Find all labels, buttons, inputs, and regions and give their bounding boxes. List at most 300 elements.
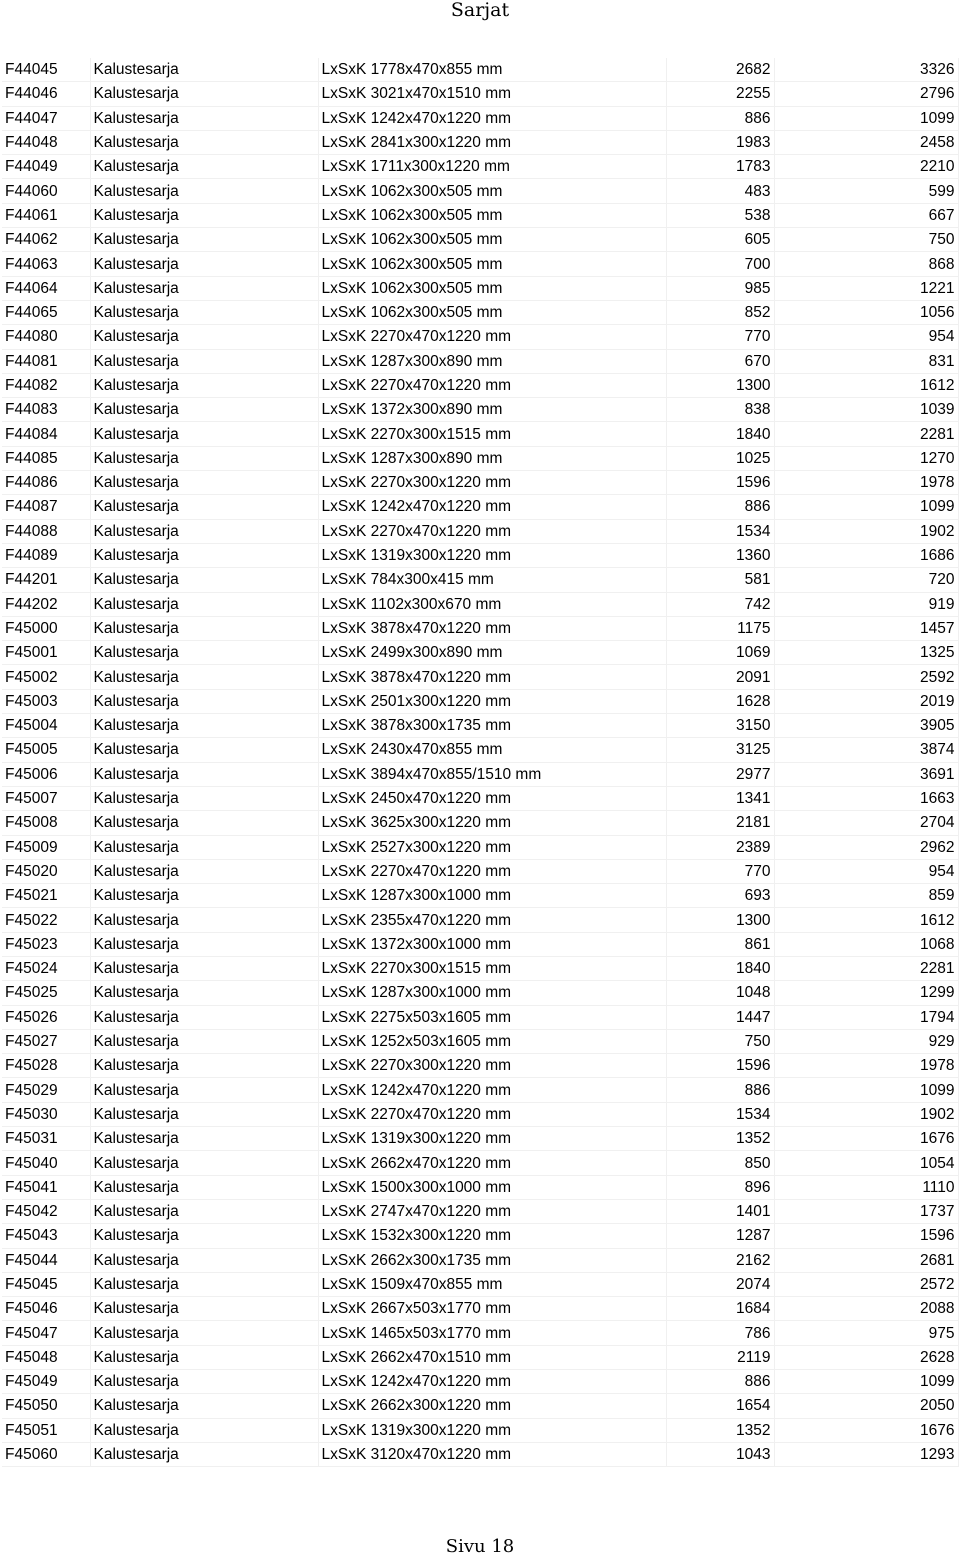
product-code-cell: F45000 — [2, 616, 90, 640]
price-incl-vat-cell: 3691 — [774, 762, 958, 786]
price-excl-vat-cell: 1534 — [666, 519, 774, 543]
product-table — [2, 58, 959, 1467]
product-dimensions-cell: LxSxK 1062x300x505 mm — [318, 300, 666, 324]
product-code-cell: F45028 — [2, 1054, 90, 1078]
product-dimensions-cell: LxSxK 1372x300x890 mm — [318, 398, 666, 422]
price-incl-vat-cell: 831 — [774, 349, 958, 373]
product-dimensions-cell: LxSxK 1711x300x1220 mm — [318, 155, 666, 179]
price-incl-vat-cell: 599 — [774, 179, 958, 203]
table-row — [2, 373, 958, 397]
product-name-cell: Kalustesarja — [90, 325, 318, 349]
table-row — [2, 106, 958, 130]
table-row — [2, 762, 958, 786]
table-row — [2, 300, 958, 324]
product-dimensions-cell: LxSxK 3021x470x1510 mm — [318, 82, 666, 106]
price-incl-vat-cell: 1978 — [774, 471, 958, 495]
product-dimensions-cell: LxSxK 2662x300x1220 mm — [318, 1394, 666, 1418]
product-name-cell: Kalustesarja — [90, 956, 318, 980]
product-dimensions-cell: LxSxK 1287x300x1000 mm — [318, 981, 666, 1005]
product-code-cell: F45008 — [2, 811, 90, 835]
product-name-cell: Kalustesarja — [90, 252, 318, 276]
product-name-cell: Kalustesarja — [90, 1151, 318, 1175]
price-incl-vat-cell: 750 — [774, 228, 958, 252]
price-excl-vat-cell: 1048 — [666, 981, 774, 1005]
table-row — [2, 908, 958, 932]
product-code-cell: F45031 — [2, 1127, 90, 1151]
table-row — [2, 398, 958, 422]
product-code-cell: F44060 — [2, 179, 90, 203]
product-code-cell: F45002 — [2, 665, 90, 689]
table-row — [2, 1078, 958, 1102]
table-row — [2, 325, 958, 349]
product-name-cell: Kalustesarja — [90, 689, 318, 713]
product-code-cell: F45043 — [2, 1224, 90, 1248]
price-incl-vat-cell: 919 — [774, 592, 958, 616]
price-excl-vat-cell: 852 — [666, 300, 774, 324]
product-name-cell: Kalustesarja — [90, 1272, 318, 1296]
product-name-cell: Kalustesarja — [90, 130, 318, 154]
product-dimensions-cell: LxSxK 2527x300x1220 mm — [318, 835, 666, 859]
product-code-cell: F45005 — [2, 738, 90, 762]
price-incl-vat-cell: 1099 — [774, 495, 958, 519]
product-dimensions-cell: LxSxK 1242x470x1220 mm — [318, 495, 666, 519]
product-name-cell: Kalustesarja — [90, 1199, 318, 1223]
product-name-cell: Kalustesarja — [90, 228, 318, 252]
product-dimensions-cell: LxSxK 1062x300x505 mm — [318, 228, 666, 252]
product-dimensions-cell: LxSxK 1465x503x1770 mm — [318, 1321, 666, 1345]
product-name-cell: Kalustesarja — [90, 276, 318, 300]
product-dimensions-cell: LxSxK 1372x300x1000 mm — [318, 932, 666, 956]
product-dimensions-cell: LxSxK 1319x300x1220 mm — [318, 1418, 666, 1442]
table-row — [2, 835, 958, 859]
price-excl-vat-cell: 2091 — [666, 665, 774, 689]
product-code-cell: F44063 — [2, 252, 90, 276]
table-row — [2, 179, 958, 203]
price-incl-vat-cell: 1612 — [774, 908, 958, 932]
product-code-cell: F44065 — [2, 300, 90, 324]
product-name-cell: Kalustesarja — [90, 519, 318, 543]
page-number: Sivu 18 — [445, 1536, 515, 1557]
table-row — [2, 811, 958, 835]
product-dimensions-cell: LxSxK 1242x470x1220 mm — [318, 106, 666, 130]
table-row — [2, 58, 958, 82]
table-row — [2, 981, 958, 1005]
product-name-cell: Kalustesarja — [90, 859, 318, 883]
product-code-cell: F44047 — [2, 106, 90, 130]
product-name-cell: Kalustesarja — [90, 908, 318, 932]
price-incl-vat-cell: 1293 — [774, 1442, 958, 1466]
product-name-cell: Kalustesarja — [90, 1248, 318, 1272]
product-dimensions-cell: LxSxK 1062x300x505 mm — [318, 276, 666, 300]
price-incl-vat-cell: 2592 — [774, 665, 958, 689]
price-excl-vat-cell: 786 — [666, 1321, 774, 1345]
product-code-cell: F45003 — [2, 689, 90, 713]
table-row — [2, 1321, 958, 1345]
product-code-cell: F44064 — [2, 276, 90, 300]
price-excl-vat-cell: 886 — [666, 495, 774, 519]
product-code-cell: F44089 — [2, 543, 90, 567]
price-excl-vat-cell: 483 — [666, 179, 774, 203]
table-row — [2, 446, 958, 470]
price-incl-vat-cell: 859 — [774, 884, 958, 908]
price-excl-vat-cell: 750 — [666, 1029, 774, 1053]
price-excl-vat-cell: 742 — [666, 592, 774, 616]
table-row — [2, 203, 958, 227]
price-excl-vat-cell: 605 — [666, 228, 774, 252]
product-code-cell: F44049 — [2, 155, 90, 179]
product-name-cell: Kalustesarja — [90, 398, 318, 422]
table-row — [2, 252, 958, 276]
price-incl-vat-cell: 1221 — [774, 276, 958, 300]
table-row — [2, 738, 958, 762]
product-dimensions-cell: LxSxK 1509x470x855 mm — [318, 1272, 666, 1296]
price-excl-vat-cell: 896 — [666, 1175, 774, 1199]
product-code-cell: F45026 — [2, 1005, 90, 1029]
price-incl-vat-cell: 3326 — [774, 58, 958, 82]
product-name-cell: Kalustesarja — [90, 1224, 318, 1248]
product-dimensions-cell: LxSxK 1287x300x890 mm — [318, 349, 666, 373]
product-dimensions-cell: LxSxK 1062x300x505 mm — [318, 179, 666, 203]
product-code-cell: F45022 — [2, 908, 90, 932]
table-row — [2, 641, 958, 665]
price-incl-vat-cell: 1457 — [774, 616, 958, 640]
product-code-cell: F45023 — [2, 932, 90, 956]
product-code-cell: F44085 — [2, 446, 90, 470]
price-excl-vat-cell: 1352 — [666, 1418, 774, 1442]
price-excl-vat-cell: 886 — [666, 1078, 774, 1102]
product-name-cell: Kalustesarja — [90, 1418, 318, 1442]
price-incl-vat-cell: 2628 — [774, 1345, 958, 1369]
table-row — [2, 130, 958, 154]
product-name-cell: Kalustesarja — [90, 446, 318, 470]
price-excl-vat-cell: 1287 — [666, 1224, 774, 1248]
table-row — [2, 1029, 958, 1053]
price-incl-vat-cell: 1663 — [774, 786, 958, 810]
product-code-cell: F45044 — [2, 1248, 90, 1272]
product-code-cell: F44045 — [2, 58, 90, 82]
price-excl-vat-cell: 1654 — [666, 1394, 774, 1418]
product-code-cell: F45030 — [2, 1102, 90, 1126]
product-name-cell: Kalustesarja — [90, 1442, 318, 1466]
product-name-cell: Kalustesarja — [90, 932, 318, 956]
table-row — [2, 592, 958, 616]
table-row — [2, 1127, 958, 1151]
price-incl-vat-cell: 1054 — [774, 1151, 958, 1175]
product-code-cell: F45007 — [2, 786, 90, 810]
price-incl-vat-cell: 3874 — [774, 738, 958, 762]
price-incl-vat-cell: 3905 — [774, 714, 958, 738]
price-excl-vat-cell: 2181 — [666, 811, 774, 835]
product-dimensions-cell: LxSxK 1242x470x1220 mm — [318, 1078, 666, 1102]
product-name-cell: Kalustesarja — [90, 82, 318, 106]
price-excl-vat-cell: 1025 — [666, 446, 774, 470]
product-code-cell: F44086 — [2, 471, 90, 495]
product-dimensions-cell: LxSxK 2270x300x1515 mm — [318, 956, 666, 980]
product-name-cell: Kalustesarja — [90, 884, 318, 908]
product-code-cell: F45047 — [2, 1321, 90, 1345]
product-code-cell: F44087 — [2, 495, 90, 519]
product-name-cell: Kalustesarja — [90, 106, 318, 130]
product-dimensions-cell: LxSxK 1319x300x1220 mm — [318, 543, 666, 567]
product-name-cell: Kalustesarja — [90, 1127, 318, 1151]
product-dimensions-cell: LxSxK 2662x470x1510 mm — [318, 1345, 666, 1369]
product-name-cell: Kalustesarja — [90, 1054, 318, 1078]
product-dimensions-cell: LxSxK 784x300x415 mm — [318, 568, 666, 592]
product-code-cell: F45020 — [2, 859, 90, 883]
price-excl-vat-cell: 1069 — [666, 641, 774, 665]
price-incl-vat-cell: 1676 — [774, 1127, 958, 1151]
price-excl-vat-cell: 1401 — [666, 1199, 774, 1223]
product-code-cell: F45027 — [2, 1029, 90, 1053]
table-row — [2, 956, 958, 980]
product-name-cell: Kalustesarja — [90, 1297, 318, 1321]
product-dimensions-cell: LxSxK 3878x470x1220 mm — [318, 665, 666, 689]
price-excl-vat-cell: 2162 — [666, 1248, 774, 1272]
product-code-cell: F44080 — [2, 325, 90, 349]
product-name-cell: Kalustesarja — [90, 1370, 318, 1394]
price-incl-vat-cell: 2281 — [774, 422, 958, 446]
price-excl-vat-cell: 850 — [666, 1151, 774, 1175]
table-row — [2, 471, 958, 495]
table-row — [2, 665, 958, 689]
price-incl-vat-cell: 1039 — [774, 398, 958, 422]
product-code-cell: F45024 — [2, 956, 90, 980]
price-excl-vat-cell: 1175 — [666, 616, 774, 640]
product-code-cell: F45025 — [2, 981, 90, 1005]
price-excl-vat-cell: 693 — [666, 884, 774, 908]
product-dimensions-cell: LxSxK 3878x470x1220 mm — [318, 616, 666, 640]
product-name-cell: Kalustesarja — [90, 786, 318, 810]
product-dimensions-cell: LxSxK 1062x300x505 mm — [318, 203, 666, 227]
product-name-cell: Kalustesarja — [90, 762, 318, 786]
price-excl-vat-cell: 1596 — [666, 1054, 774, 1078]
table-row — [2, 519, 958, 543]
price-incl-vat-cell: 1099 — [774, 1370, 958, 1394]
product-name-cell: Kalustesarja — [90, 1102, 318, 1126]
product-dimensions-cell: LxSxK 3120x470x1220 mm — [318, 1442, 666, 1466]
price-incl-vat-cell: 1110 — [774, 1175, 958, 1199]
price-excl-vat-cell: 3125 — [666, 738, 774, 762]
table-row — [2, 543, 958, 567]
table-row — [2, 1370, 958, 1394]
table-row — [2, 1151, 958, 1175]
table-row — [2, 1199, 958, 1223]
product-dimensions-cell: LxSxK 1252x503x1605 mm — [318, 1029, 666, 1053]
product-code-cell: F45042 — [2, 1199, 90, 1223]
product-dimensions-cell: LxSxK 2841x300x1220 mm — [318, 130, 666, 154]
product-name-cell: Kalustesarja — [90, 1175, 318, 1199]
product-name-cell: Kalustesarja — [90, 835, 318, 859]
table-row — [2, 1248, 958, 1272]
product-code-cell: F45046 — [2, 1297, 90, 1321]
price-excl-vat-cell: 838 — [666, 398, 774, 422]
price-incl-vat-cell: 1902 — [774, 519, 958, 543]
price-incl-vat-cell: 1686 — [774, 543, 958, 567]
product-name-cell: Kalustesarja — [90, 495, 318, 519]
product-name-cell: Kalustesarja — [90, 422, 318, 446]
price-excl-vat-cell: 1341 — [666, 786, 774, 810]
product-code-cell: F45048 — [2, 1345, 90, 1369]
price-incl-vat-cell: 954 — [774, 325, 958, 349]
price-excl-vat-cell: 1840 — [666, 956, 774, 980]
price-excl-vat-cell: 1300 — [666, 373, 774, 397]
product-dimensions-cell: LxSxK 2499x300x890 mm — [318, 641, 666, 665]
price-excl-vat-cell: 1352 — [666, 1127, 774, 1151]
product-code-cell: F44081 — [2, 349, 90, 373]
table-row — [2, 1054, 958, 1078]
product-code-cell: F45050 — [2, 1394, 90, 1418]
product-code-cell: F45001 — [2, 641, 90, 665]
product-name-cell: Kalustesarja — [90, 616, 318, 640]
product-dimensions-cell: LxSxK 1319x300x1220 mm — [318, 1127, 666, 1151]
price-incl-vat-cell: 667 — [774, 203, 958, 227]
table-row — [2, 1297, 958, 1321]
price-excl-vat-cell: 1840 — [666, 422, 774, 446]
product-dimensions-cell: LxSxK 2450x470x1220 mm — [318, 786, 666, 810]
product-name-cell: Kalustesarja — [90, 714, 318, 738]
product-code-cell: F44202 — [2, 592, 90, 616]
price-excl-vat-cell: 2074 — [666, 1272, 774, 1296]
table-row — [2, 786, 958, 810]
price-excl-vat-cell: 1628 — [666, 689, 774, 713]
price-incl-vat-cell: 2681 — [774, 1248, 958, 1272]
price-incl-vat-cell: 2962 — [774, 835, 958, 859]
table-row — [2, 932, 958, 956]
table-row — [2, 1272, 958, 1296]
table-row — [2, 82, 958, 106]
product-code-cell: F45045 — [2, 1272, 90, 1296]
price-excl-vat-cell: 581 — [666, 568, 774, 592]
product-code-cell: F44201 — [2, 568, 90, 592]
product-dimensions-cell: LxSxK 2270x300x1220 mm — [318, 1054, 666, 1078]
price-incl-vat-cell: 1596 — [774, 1224, 958, 1248]
price-incl-vat-cell: 2281 — [774, 956, 958, 980]
price-incl-vat-cell: 2019 — [774, 689, 958, 713]
price-incl-vat-cell: 2050 — [774, 1394, 958, 1418]
table-row — [2, 568, 958, 592]
price-excl-vat-cell: 3150 — [666, 714, 774, 738]
product-dimensions-cell: LxSxK 2270x470x1220 mm — [318, 519, 666, 543]
price-excl-vat-cell: 1447 — [666, 1005, 774, 1029]
price-incl-vat-cell: 2704 — [774, 811, 958, 835]
product-name-cell: Kalustesarja — [90, 179, 318, 203]
price-excl-vat-cell: 770 — [666, 859, 774, 883]
price-incl-vat-cell: 2572 — [774, 1272, 958, 1296]
product-code-cell: F44061 — [2, 203, 90, 227]
product-table-container — [2, 58, 958, 1467]
table-row — [2, 1394, 958, 1418]
product-name-cell: Kalustesarja — [90, 592, 318, 616]
product-dimensions-cell: LxSxK 2501x300x1220 mm — [318, 689, 666, 713]
product-code-cell: F45060 — [2, 1442, 90, 1466]
price-incl-vat-cell: 1978 — [774, 1054, 958, 1078]
table-row — [2, 349, 958, 373]
price-excl-vat-cell: 985 — [666, 276, 774, 300]
table-row — [2, 1102, 958, 1126]
table-row — [2, 1175, 958, 1199]
price-incl-vat-cell: 1099 — [774, 1078, 958, 1102]
product-code-cell: F44048 — [2, 130, 90, 154]
table-row — [2, 1224, 958, 1248]
price-incl-vat-cell: 1612 — [774, 373, 958, 397]
price-excl-vat-cell: 1043 — [666, 1442, 774, 1466]
table-row — [2, 228, 958, 252]
price-excl-vat-cell: 861 — [666, 932, 774, 956]
price-incl-vat-cell: 1676 — [774, 1418, 958, 1442]
price-excl-vat-cell: 1596 — [666, 471, 774, 495]
product-code-cell: F44082 — [2, 373, 90, 397]
table-row — [2, 495, 958, 519]
product-name-cell: Kalustesarja — [90, 471, 318, 495]
price-excl-vat-cell: 2255 — [666, 82, 774, 106]
price-excl-vat-cell: 2977 — [666, 762, 774, 786]
price-incl-vat-cell: 2210 — [774, 155, 958, 179]
product-code-cell: F45051 — [2, 1418, 90, 1442]
price-excl-vat-cell: 886 — [666, 106, 774, 130]
product-dimensions-cell: LxSxK 3625x300x1220 mm — [318, 811, 666, 835]
table-row — [2, 276, 958, 300]
product-dimensions-cell: LxSxK 2667x503x1770 mm — [318, 1297, 666, 1321]
product-dimensions-cell: LxSxK 2270x300x1220 mm — [318, 471, 666, 495]
product-dimensions-cell: LxSxK 1287x300x890 mm — [318, 446, 666, 470]
price-incl-vat-cell: 2088 — [774, 1297, 958, 1321]
price-incl-vat-cell: 954 — [774, 859, 958, 883]
price-excl-vat-cell: 2119 — [666, 1345, 774, 1369]
product-dimensions-cell: LxSxK 2747x470x1220 mm — [318, 1199, 666, 1223]
price-incl-vat-cell: 929 — [774, 1029, 958, 1053]
product-code-cell: F44046 — [2, 82, 90, 106]
price-excl-vat-cell: 538 — [666, 203, 774, 227]
product-dimensions-cell: LxSxK 1500x300x1000 mm — [318, 1175, 666, 1199]
price-excl-vat-cell: 1300 — [666, 908, 774, 932]
table-row — [2, 714, 958, 738]
product-name-cell: Kalustesarja — [90, 811, 318, 835]
product-name-cell: Kalustesarja — [90, 1321, 318, 1345]
price-incl-vat-cell: 1270 — [774, 446, 958, 470]
product-dimensions-cell: LxSxK 2430x470x855 mm — [318, 738, 666, 762]
price-incl-vat-cell: 720 — [774, 568, 958, 592]
price-incl-vat-cell: 2458 — [774, 130, 958, 154]
price-excl-vat-cell: 886 — [666, 1370, 774, 1394]
table-row — [2, 422, 958, 446]
product-code-cell: F45009 — [2, 835, 90, 859]
price-incl-vat-cell: 975 — [774, 1321, 958, 1345]
product-name-cell: Kalustesarja — [90, 543, 318, 567]
product-code-cell: F44084 — [2, 422, 90, 446]
product-name-cell: Kalustesarja — [90, 1394, 318, 1418]
product-code-cell: F45021 — [2, 884, 90, 908]
product-dimensions-cell: LxSxK 2355x470x1220 mm — [318, 908, 666, 932]
product-name-cell: Kalustesarja — [90, 568, 318, 592]
price-excl-vat-cell: 1983 — [666, 130, 774, 154]
product-name-cell: Kalustesarja — [90, 641, 318, 665]
product-dimensions-cell: LxSxK 2270x300x1515 mm — [318, 422, 666, 446]
product-name-cell: Kalustesarja — [90, 1029, 318, 1053]
table-row — [2, 1442, 958, 1466]
price-incl-vat-cell: 1902 — [774, 1102, 958, 1126]
product-code-cell: F45040 — [2, 1151, 90, 1175]
price-incl-vat-cell: 1068 — [774, 932, 958, 956]
product-dimensions-cell: LxSxK 2270x470x1220 mm — [318, 1102, 666, 1126]
table-row — [2, 884, 958, 908]
product-name-cell: Kalustesarja — [90, 349, 318, 373]
price-incl-vat-cell: 1056 — [774, 300, 958, 324]
product-name-cell: Kalustesarja — [90, 155, 318, 179]
price-excl-vat-cell: 1360 — [666, 543, 774, 567]
product-name-cell: Kalustesarja — [90, 300, 318, 324]
product-dimensions-cell: LxSxK 1532x300x1220 mm — [318, 1224, 666, 1248]
product-dimensions-cell: LxSxK 1062x300x505 mm — [318, 252, 666, 276]
